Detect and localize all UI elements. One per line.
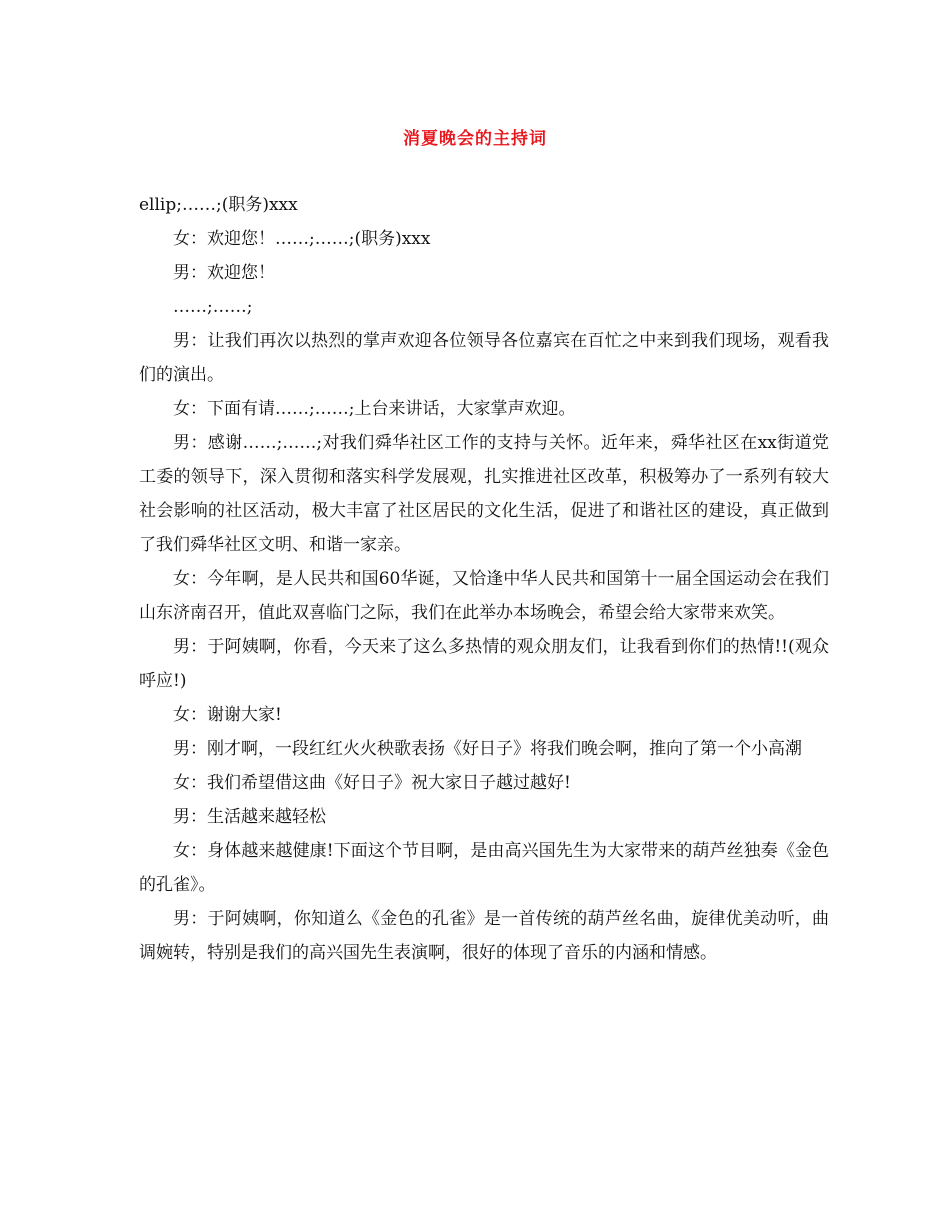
paragraph: 男：感谢……;……;对我们舜华社区工作的支持与关怀。近年来，舜华社区在xx街道党工委的领导下，深入贯彻和落实科学发展观，扎实推进社区改革，积极筹办了一系列有较大社会影响的社区活动，极大丰富了社区居民的文化生活，促进了和谐社区的建设，真正做到了我们舜华社区文明、和谐一家亲。 bbox=[139, 433, 829, 555]
paragraph: 男：刚才啊，一段红红火火秧歌表扬《好日子》将我们晚会啊，推向了第一个小高潮 bbox=[173, 739, 802, 759]
paragraph: ellip;……;(职务)xxx bbox=[139, 195, 298, 215]
paragraph: 女：身体越来越健康!下面这个节目啊，是由高兴国先生为大家带来的葫芦丝独奏《金色的孔雀》。 bbox=[139, 841, 829, 895]
document-body bbox=[139, 188, 829, 970]
paragraph: ……;……; bbox=[173, 297, 253, 317]
paragraph: 男：生活越来越轻松 bbox=[173, 807, 326, 827]
paragraph: 女：谢谢大家! bbox=[173, 705, 282, 725]
paragraph: 男：于阿姨啊，你看，今天来了这么多热情的观众朋友们，让我看到你们的热情!!(观众呼应!) bbox=[139, 637, 829, 691]
paragraph: 男：于阿姨啊，你知道么《金色的孔雀》是一首传统的葫芦丝名曲，旋律优美动听，曲调婉转，特别是我们的高兴国先生表演啊，很好的体现了音乐的内涵和情感。 bbox=[139, 909, 829, 963]
paragraph: 女：今年啊，是人民共和国60华诞，又恰逢中华人民共和国第十一届全国运动会在我们山东济南召开，值此双喜临门之际，我们在此举办本场晚会，希望会给大家带来欢笑。 bbox=[139, 569, 829, 623]
paragraph: 女：我们希望借这曲《好日子》祝大家日子越过越好! bbox=[173, 773, 571, 793]
document-title: 消夏晚会的主持词 bbox=[403, 129, 547, 149]
paragraph: 女：下面有请……;……;上台来讲话，大家掌声欢迎。 bbox=[173, 399, 576, 419]
paragraph: 女：欢迎您！……;……;(职务)xxx bbox=[173, 229, 431, 249]
paragraph: 男：欢迎您！ bbox=[173, 263, 275, 283]
paragraph: 男：让我们再次以热烈的掌声欢迎各位领导各位嘉宾在百忙之中来到我们现场，观看我们的演出。 bbox=[139, 331, 829, 385]
